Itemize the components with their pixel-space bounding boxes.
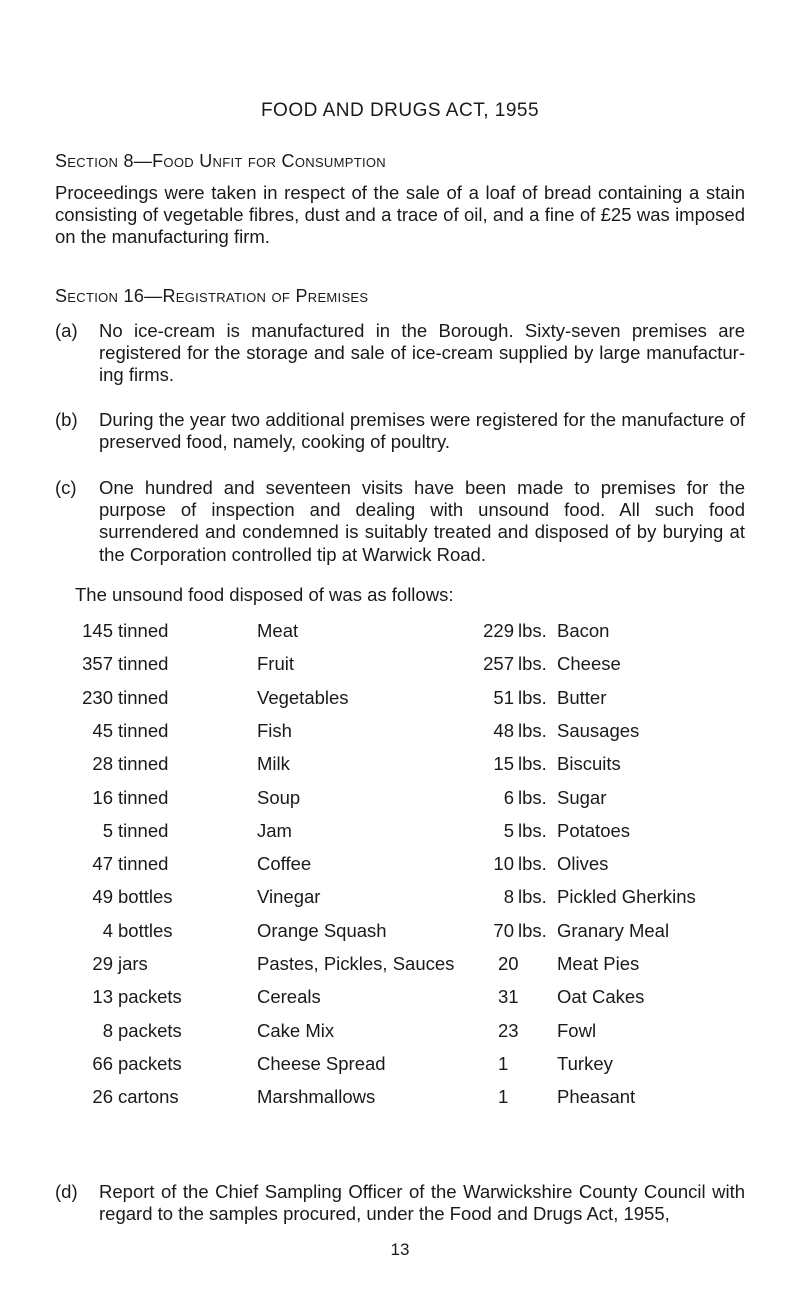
list-row: [0, 653, 800, 677]
left-unit: packets: [118, 1019, 182, 1041]
left-unit: tinned: [118, 753, 169, 775]
right-quantity: 20: [498, 953, 519, 974]
item-c-text: One hundred and seventeen visits have been made to premises for the purpose of inspection and dealing with unsound food. All such food surrendered and condemned is suitably treated and disposed of by burying at the Corporation controlled tip at Warwick Road.: [99, 477, 745, 565]
left-unit: bottles: [118, 886, 173, 908]
right-quantity: 6: [503, 786, 514, 808]
right-item: Potatoes: [557, 819, 631, 841]
right-item: Sugar: [557, 786, 607, 808]
list-row: [0, 620, 800, 644]
left-unit: tinned: [118, 686, 169, 708]
right-quantity: 23: [498, 1019, 519, 1041]
right-quantity: 257: [483, 653, 514, 675]
item-d-text: Report of the Chief Sampling Officer of the Warwickshire County Council with regard to the samples procured, under the Food and Drugs Act, 1955,: [99, 1181, 745, 1225]
left-quantity: 4: [102, 919, 113, 941]
list-row: [0, 753, 800, 777]
right-quantity: 8: [503, 886, 514, 908]
list-row: [0, 1086, 800, 1110]
left-quantity: 13: [92, 986, 113, 1008]
right-unit: lbs.: [518, 753, 547, 775]
left-quantity: 357: [82, 653, 113, 675]
right-quantity: 48: [493, 719, 514, 741]
right-quantity: 31: [498, 986, 519, 1008]
right-unit: lbs.: [518, 886, 547, 908]
left-item: Cheese Spread: [257, 1052, 386, 1074]
left-unit: cartons: [118, 1086, 179, 1108]
list-row: [0, 986, 800, 1010]
left-unit: tinned: [118, 819, 169, 841]
left-quantity: 16: [92, 786, 113, 808]
list-row: [0, 920, 800, 944]
right-item: Cheese: [557, 653, 621, 675]
right-quantity: 5: [503, 819, 514, 841]
left-item: Meat: [257, 620, 299, 641]
right-quantity: 15: [493, 753, 514, 775]
left-unit: tinned: [118, 620, 169, 641]
list-row: [0, 853, 800, 877]
left-item: Milk: [257, 753, 290, 775]
left-unit: jars: [118, 953, 148, 974]
list-row: [0, 720, 800, 744]
item-a-text: No ice-cream is manufactured in the Borough. Sixty-seven premises are registered for the storage and sale of ice-cream supplied by large manufactur-ing firms.: [99, 320, 745, 386]
left-quantity: 28: [92, 753, 113, 775]
right-unit: lbs.: [518, 853, 547, 875]
page-title: FOOD AND DRUGS ACT, 1955: [260, 100, 540, 121]
left-quantity: 8: [102, 1019, 113, 1041]
right-quantity: 70: [493, 919, 514, 941]
right-unit: lbs.: [518, 919, 547, 941]
right-item: Granary Meal: [557, 919, 670, 941]
section-8-heading: Section 8—Food Unfit for Consumption: [55, 151, 386, 171]
left-item: Soup: [257, 786, 301, 808]
right-unit: lbs.: [518, 620, 547, 641]
left-item: Coffee: [257, 853, 312, 875]
right-item: Oat Cakes: [557, 986, 645, 1008]
right-unit: lbs.: [518, 719, 547, 741]
right-item: Turkey: [557, 1052, 613, 1074]
list-row: [0, 1053, 800, 1077]
left-item: Cake Mix: [257, 1019, 335, 1041]
right-item: Pickled Gherkins: [557, 886, 696, 908]
list-row: [0, 1020, 800, 1044]
right-item: Pheasant: [557, 1086, 636, 1108]
item-a-label: (a): [55, 320, 78, 341]
left-quantity: 145: [82, 620, 113, 641]
right-item: Bacon: [557, 620, 610, 641]
left-unit: bottles: [118, 919, 173, 941]
right-unit: lbs.: [518, 686, 547, 708]
list-row: [0, 787, 800, 811]
left-quantity: 230: [82, 686, 113, 708]
left-item: Jam: [257, 819, 292, 841]
list-row: [0, 886, 800, 910]
page-number: 13: [390, 1240, 410, 1259]
left-quantity: 49: [92, 886, 113, 908]
left-item: Cereals: [257, 986, 321, 1008]
item-c-label: (c): [55, 477, 77, 498]
item-b-text: During the year two additional premises were registered for the manufacture of preserved food, namely, cooking of poultry.: [99, 409, 745, 453]
right-item: Fowl: [557, 1019, 597, 1041]
list-row: [0, 953, 800, 977]
left-item: Vinegar: [257, 886, 321, 908]
left-item: Pastes, Pickles, Sauces: [257, 953, 455, 974]
left-unit: tinned: [118, 786, 169, 808]
left-quantity: 45: [92, 719, 113, 741]
list-row: [0, 820, 800, 844]
left-unit: tinned: [118, 653, 169, 675]
item-b-label: (b): [55, 409, 78, 430]
right-item: Meat Pies: [557, 953, 640, 974]
section-16-heading: Section 16—Registration of Premises: [55, 286, 369, 306]
right-item: Sausages: [557, 719, 640, 741]
right-quantity: 1: [498, 1086, 509, 1108]
left-quantity: 26: [92, 1086, 113, 1108]
left-item: Fish: [257, 719, 292, 741]
list-intro: The unsound food disposed of was as follows:: [75, 584, 454, 605]
right-unit: lbs.: [518, 653, 547, 675]
list-row: [0, 687, 800, 711]
left-quantity: 66: [92, 1052, 113, 1074]
left-quantity: 5: [102, 819, 113, 841]
left-unit: tinned: [118, 853, 169, 875]
left-item: Orange Squash: [257, 919, 387, 941]
right-quantity: 1: [498, 1052, 509, 1074]
right-unit: lbs.: [518, 786, 547, 808]
item-d-label: (d): [55, 1181, 78, 1202]
left-item: Fruit: [257, 653, 294, 675]
left-unit: packets: [118, 1052, 182, 1074]
right-item: Biscuits: [557, 753, 621, 775]
left-quantity: 29: [92, 953, 113, 974]
left-item: Marshmallows: [257, 1086, 376, 1108]
right-quantity: 229: [483, 620, 514, 641]
left-unit: tinned: [118, 719, 169, 741]
right-unit: lbs.: [518, 819, 547, 841]
right-quantity: 51: [493, 686, 514, 708]
left-quantity: 47: [92, 853, 113, 875]
left-item: Vegetables: [257, 686, 349, 708]
right-quantity: 10: [493, 853, 514, 875]
right-item: Olives: [557, 853, 609, 875]
right-item: Butter: [557, 686, 607, 708]
left-unit: packets: [118, 986, 182, 1008]
section-8-text: Proceedings were taken in respect of the sale of a loaf of bread containing a stain consisting of vegetable fibres, dust and a trace of oil, and a fine of £25 was imposed on the manufacturing firm.: [55, 182, 745, 248]
